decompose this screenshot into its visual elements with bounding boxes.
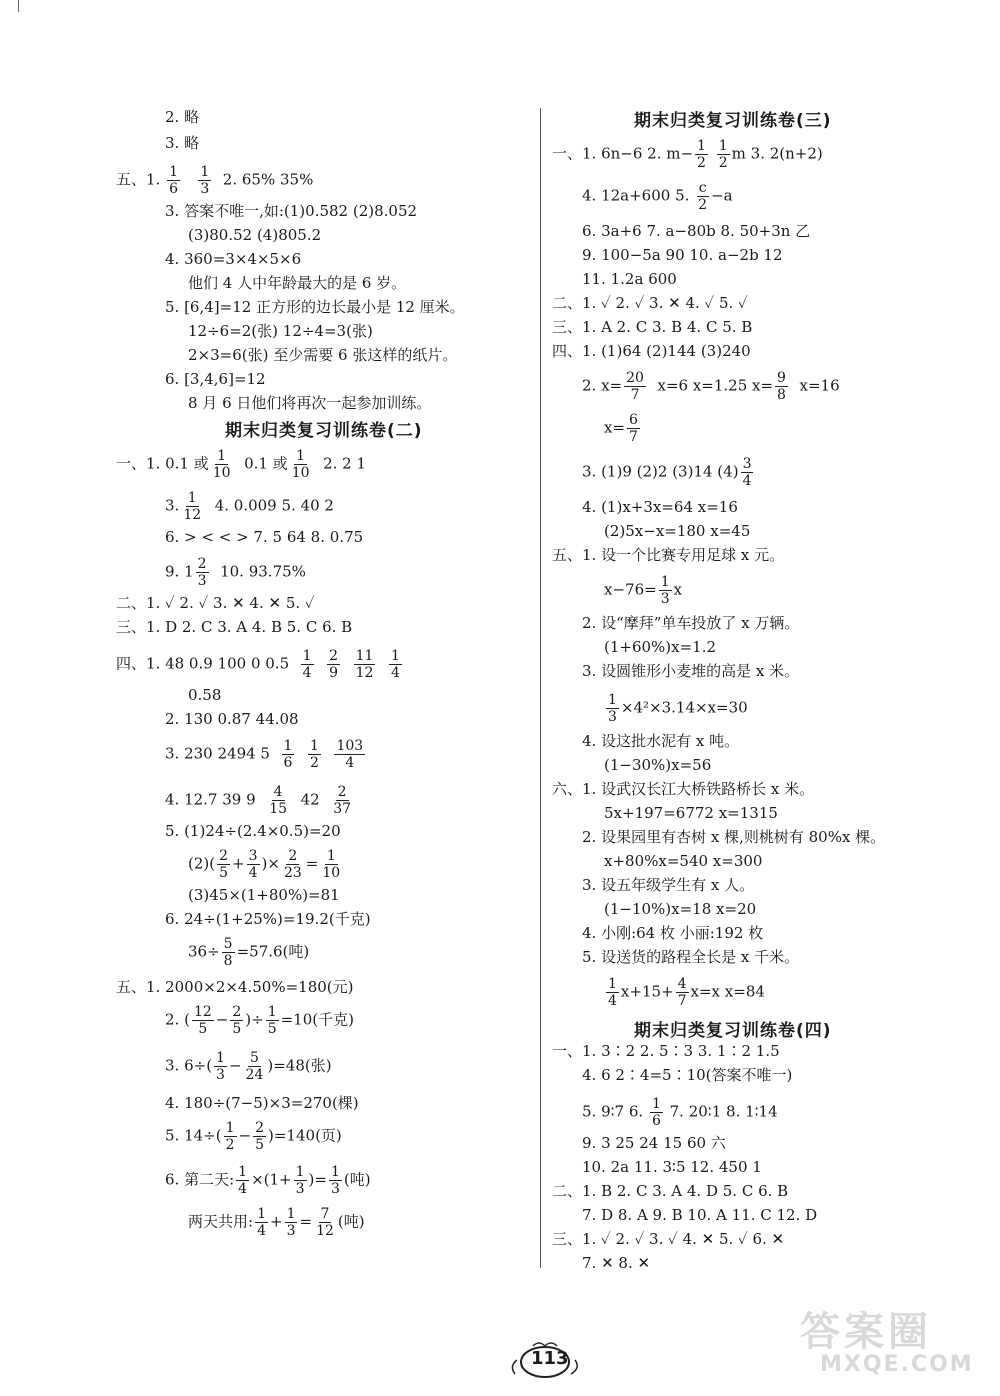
answer-line: 9. 100−5a 90 10. a−2b 12 xyxy=(582,246,783,264)
answer-line: 5. (1)24÷(2.4×0.5)=20 xyxy=(165,822,341,840)
answer-line: 7. ✕ 8. ✕ xyxy=(582,1254,651,1272)
answer-line: 2. 130 0.87 44.08 xyxy=(165,710,299,728)
fraction: $\frac{1}{4}$ xyxy=(257,1206,266,1239)
fraction: $\frac{2}{5}$ xyxy=(232,1004,242,1037)
answer-line: 三、1. D 2. C 3. A 4. B 5. C 6. B xyxy=(116,618,353,636)
answer-line: x−76= $\frac{1}{3}$ x xyxy=(604,574,683,607)
fraction: $\frac{2}{23}$ xyxy=(283,848,302,881)
section-title: 期末归类复习训练卷(四) xyxy=(634,1021,832,1041)
fraction: $\frac{11}{12}$ xyxy=(355,648,374,681)
fraction: $\frac{1}{3}$ xyxy=(608,692,617,725)
fraction: $\frac{1}{10}$ xyxy=(322,848,341,881)
answer-line: 9. 3 25 24 15 60 六 xyxy=(582,1134,726,1152)
answer-line: 一、1. 0.1 或 $\frac{1}{10}$ 0.1 或 $\frac{1}{10}$ 2. 2 1 xyxy=(116,448,367,481)
answer-line: 三、1. ✓ 2. ✓ 3. ✓ 4. ✕ 5. ✓ 6. ✕ xyxy=(552,1230,785,1248)
answer-line: $\frac{1}{3}$ ×4²×3.14×x=30 xyxy=(608,692,748,725)
answer-line: 五、1. 2000×2×4.50%=180(元) xyxy=(116,978,354,996)
answer-line: 4. 12.7 39 9 $\frac{4}{15}$ 42 $\frac{2}{37}$ xyxy=(165,784,352,817)
answer-line: 5. 9∶7 6. $\frac{1}{6}$ 7. 20∶1 8. 1∶14 xyxy=(582,1096,778,1129)
fraction: $\frac{1}{2}$ xyxy=(718,138,728,171)
answer-line: 3. 答案不唯一,如:(1)0.582 (2)8.052 xyxy=(165,202,418,220)
fraction: $\frac{1}{2}$ xyxy=(225,1120,235,1153)
answer-line: 2. 设果园里有杏树 x 棵,则桃树有 80%x 棵。 xyxy=(582,828,886,846)
answer-line: 4. 6 2∶4=5∶10(答案不唯一) xyxy=(582,1066,793,1084)
answer-line: (1−10%)x=18 x=20 xyxy=(604,900,757,918)
answer-line: 9. 1 $\frac{2}{3}$ 10. 93.75% xyxy=(165,556,306,589)
fraction: $\frac{20}{7}$ xyxy=(626,370,644,403)
answer-line: 六、1. 设武汉长江大桥铁路桥长 x 米。 xyxy=(552,780,815,798)
answer-line: (3)45×(1+80%)=81 xyxy=(188,886,340,904)
column-divider xyxy=(540,108,541,1268)
answer-line: 一、1. 6n−6 2. m− $\frac{1}{2}$ $\frac{1}{2}$ m 3. 2(n+2) xyxy=(552,138,823,171)
answer-line: 4. 180÷(7−5)×3=270(棵) xyxy=(165,1094,359,1112)
answer-line: 5x+197=6772 x=1315 xyxy=(604,804,778,822)
fraction: $\frac{1}{10}$ xyxy=(291,448,310,481)
fraction: $\frac{6}{7}$ xyxy=(629,412,638,445)
fraction: $\frac{3}{4}$ xyxy=(248,848,258,881)
fraction: $\frac{1}{12}$ xyxy=(183,490,202,523)
fraction: $\frac{2}{9}$ xyxy=(329,648,339,681)
fraction: $\frac{7}{12}$ xyxy=(316,1206,334,1239)
corner-mark xyxy=(18,0,19,12)
fraction: $\frac{1}{6}$ xyxy=(651,1096,661,1129)
fraction: $\frac{1}{2}$ xyxy=(309,738,319,771)
answer-line: 2. 设“摩拜”单车投放了 x 万辆。 xyxy=(582,614,800,632)
answer-line: 一、1. 3∶2 2. 5∶3 3. 1∶2 1.5 xyxy=(552,1042,780,1060)
answer-line: 7. D 8. A 9. B 10. A 11. C 12. D xyxy=(582,1206,818,1224)
fraction: $\frac{1}{6}$ xyxy=(283,738,293,771)
answer-line: 二、1. B 2. C 3. A 4. D 5. C 6. B xyxy=(552,1182,789,1200)
answer-line: 6. 3a+6 7. a−80b 8. 50+3n 乙 xyxy=(582,222,811,240)
answer-line: (1−30%)x=56 xyxy=(604,756,712,774)
section-title: 期末归类复习训练卷(三) xyxy=(634,111,832,131)
answer-line: 三、1. A 2. C 3. B 4. C 5. B xyxy=(552,318,753,336)
fraction: $\frac{4}{15}$ xyxy=(269,784,288,817)
fraction: $\frac{1}{4}$ xyxy=(390,648,400,681)
fraction: $\frac{1}{4}$ xyxy=(608,976,617,1009)
fraction: $\frac{5}{24}$ xyxy=(245,1050,264,1083)
answer-line: 5. 14÷( $\frac{1}{2}$ − $\frac{2}{5}$ )=140(页) xyxy=(165,1120,342,1153)
answer-line: 二、1. ✓ 2. ✓ 3. ✕ 4. ✓ 5. ✓ xyxy=(552,294,748,312)
fraction: $\frac{1}{5}$ xyxy=(267,1004,277,1037)
answer-line: 四、1. 48 0.9 100 0 0.5 $\frac{1}{4}$ $\frac{2}{9}$ $\frac{11}{12}$ $\frac{1}{4}$ xyxy=(116,648,400,681)
fraction: $\frac{2}{5}$ xyxy=(255,1120,265,1153)
answer-line: 6. 第二天: $\frac{1}{4}$ ×(1+ $\frac{1}{3}$ )= $\frac{1}{3}$ (吨) xyxy=(165,1164,371,1197)
watermark-logo: 答案圈 MXQE.COM xyxy=(800,1309,974,1377)
fraction: $\frac{9}{8}$ xyxy=(777,370,786,403)
answer-line: (1+60%)x=1.2 xyxy=(604,638,717,656)
answer-line: 4. 小刚:64 枚 小丽:192 枚 xyxy=(582,924,764,942)
answer-line: 4. 12a+600 5. $\frac{c}{2}$ −a xyxy=(582,180,733,213)
fraction: $\frac{1}{4}$ xyxy=(302,648,312,681)
answer-line: 3. 6÷( $\frac{1}{3}$ − $\frac{5}{24}$ )=48(张) xyxy=(165,1050,332,1083)
answer-line: 3. $\frac{1}{12}$ 4. 0.009 5. 40 2 xyxy=(165,490,334,523)
section-title: 期末归类复习训练卷(二) xyxy=(225,421,423,441)
answer-line: 5. 设送货的路程全长是 x 千米。 xyxy=(582,948,800,966)
answer-line: 0.58 xyxy=(188,686,222,704)
answer-line: 2. x= $\frac{20}{7}$ x=6 x=1.25 x= $\frac{9}{8}$ x=16 xyxy=(582,370,840,403)
fraction: $\frac{1}{6}$ xyxy=(169,164,179,197)
answer-line: 四、1. (1)64 (2)144 (3)240 xyxy=(552,342,751,360)
fraction: $\frac{1}{3}$ xyxy=(295,1164,305,1197)
answer-line: 他们 4 人中年龄最大的是 6 岁。 xyxy=(188,274,407,292)
answer-line: 4. (1)x+3x=64 x=16 xyxy=(582,498,738,516)
fraction: $\frac{1}{3}$ xyxy=(330,1164,340,1197)
answer-line: 4. 设这批水泥有 x 吨。 xyxy=(582,732,740,750)
fraction: $\frac{103}{4}$ xyxy=(336,738,364,771)
answer-line: 8 月 6 日他们将再次一起参加训练。 xyxy=(188,394,432,412)
fraction: $\frac{1}{3}$ xyxy=(286,1206,296,1239)
answer-line: 12÷6=2(张) 12÷4=3(张) xyxy=(188,322,373,340)
fraction: $\frac{2}{5}$ xyxy=(219,848,229,881)
answer-line: 五、1. 设一个比赛专用足球 x 元。 xyxy=(552,546,785,564)
fraction: $\frac{2}{37}$ xyxy=(333,784,352,817)
answer-line: 6. 24÷(1+25%)=19.2(千克) xyxy=(165,910,371,928)
answer-line: 4. 360=3×4×5×6 xyxy=(165,250,302,268)
answer-line: $\frac{1}{4}$ x+15+ $\frac{4}{7}$ x=x x=84 xyxy=(608,976,765,1009)
answer-line: x= $\frac{6}{7}$ xyxy=(604,412,638,445)
answer-line: 2. 略 xyxy=(165,108,200,126)
answer-line: 5. [6,4]=12 正方形的边长最小是 12 厘米。 xyxy=(165,298,465,316)
answer-line: x+80%x=540 x=300 xyxy=(604,852,763,870)
answer-line: 2×3=6(张) 至少需要 6 张这样的纸片。 xyxy=(188,346,458,364)
fraction: $\frac{1}{2}$ xyxy=(697,138,706,171)
answer-line: 36÷ $\frac{5}{8}$ =57.6(吨) xyxy=(188,936,310,969)
answer-line: 10. 2a 11. 3∶5 12. 450 1 xyxy=(582,1158,762,1176)
fraction: $\frac{5}{8}$ xyxy=(223,936,233,969)
answer-line: (3)80.52 (4)805.2 xyxy=(188,226,322,244)
answer-line: 3. 设圆锥形小麦堆的高是 x 米。 xyxy=(582,662,800,680)
answer-line: 2. ( $\frac{12}{5}$ − $\frac{2}{5}$ )÷ $\frac{1}{5}$ =10(千克) xyxy=(165,1004,354,1037)
fraction: $\frac{1}{10}$ xyxy=(212,448,231,481)
answer-line: 3. 设五年级学生有 x 人。 xyxy=(582,876,755,894)
answer-line: 3. (1)9 (2)2 (3)14 (4) $\frac{3}{4}$ xyxy=(582,456,752,489)
answer-line: 两天共用: $\frac{1}{4}$ + $\frac{1}{3}$ = $\frac{7}{12}$ (吨) xyxy=(188,1206,365,1239)
page-number: 113 xyxy=(505,1338,585,1384)
fraction: $\frac{4}{7}$ xyxy=(677,976,687,1009)
fraction: $\frac{1}{3}$ xyxy=(200,164,210,197)
fraction: $\frac{12}{5}$ xyxy=(193,1004,212,1037)
answer-line: 6. > < < > 7. 5 64 8. 0.75 xyxy=(165,528,364,546)
fraction: $\frac{1}{4}$ xyxy=(238,1164,248,1197)
answer-line: 3. 230 2494 5 $\frac{1}{6}$ $\frac{1}{2}$ $\frac{103}{4}$ xyxy=(165,738,364,771)
answer-line: (2)( $\frac{2}{5}$ + $\frac{3}{4}$ )× $\frac{2}{23}$ = $\frac{1}{10}$ xyxy=(188,848,341,881)
fraction: $\frac{1}{3}$ xyxy=(216,1050,225,1083)
answer-line: 11. 1.2a 600 xyxy=(582,270,677,288)
fraction: $\frac{2}{3}$ xyxy=(197,556,207,589)
fraction: $\frac{1}{3}$ xyxy=(660,574,670,607)
answer-line: 3. 略 xyxy=(165,134,200,152)
answer-line: (2)5x−x=180 x=45 xyxy=(604,522,751,540)
answer-line: 二、1. ✓ 2. ✓ 3. ✕ 4. ✕ 5. ✓ xyxy=(116,594,315,612)
answer-line: 6. [3,4,6]=12 xyxy=(165,370,266,388)
answer-line: 五、1. $\frac{1}{6}$ $\frac{1}{3}$ 2. 65% 35% xyxy=(116,164,314,197)
fraction: $\frac{c}{2}$ xyxy=(698,180,708,213)
fraction: $\frac{3}{4}$ xyxy=(742,456,752,489)
